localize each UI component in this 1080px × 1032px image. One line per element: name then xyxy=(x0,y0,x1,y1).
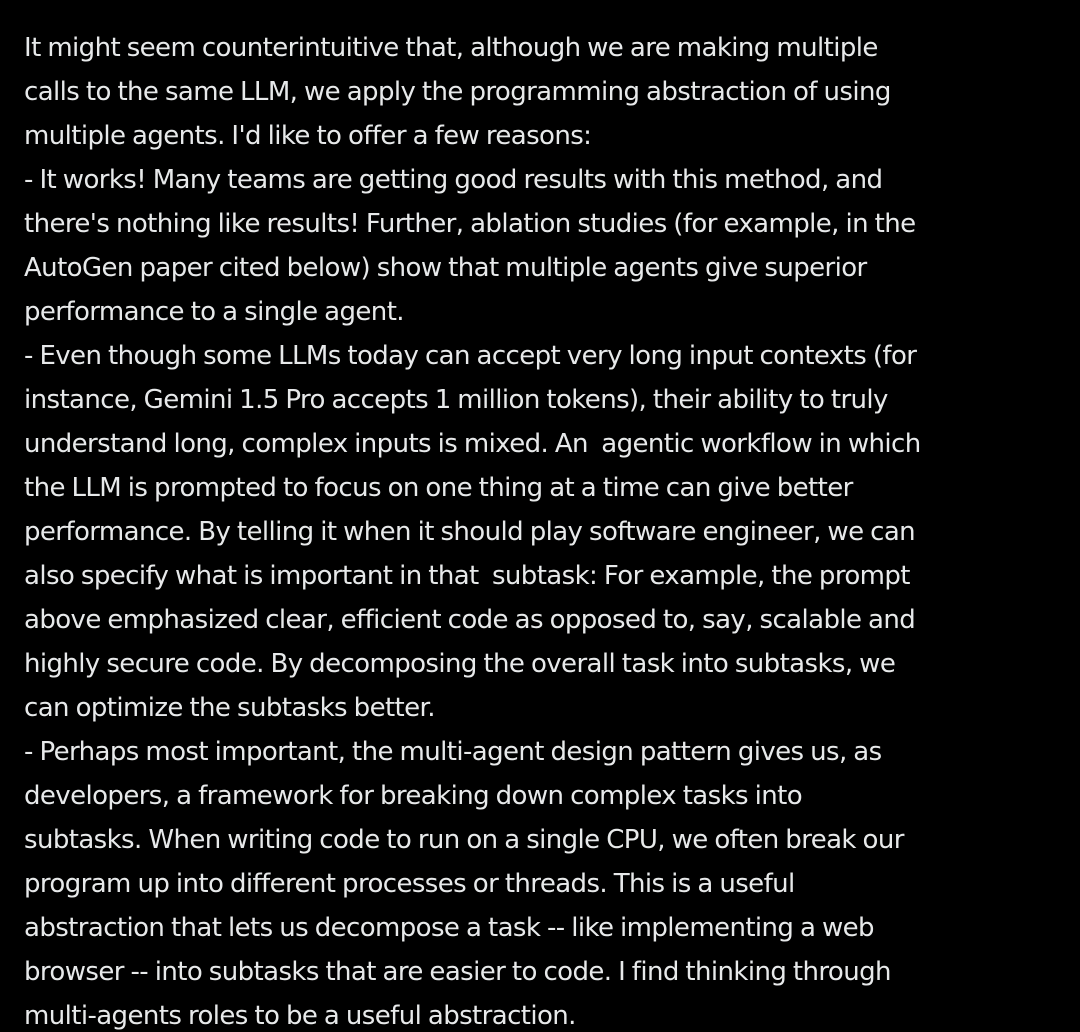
text-line: understand long, complex inputs is mixed. An agentic workflow in which xyxy=(24,429,921,459)
text-line: also specify what is important in that subtask: For example, the prompt xyxy=(24,561,910,591)
text-line: highly secure code. By decomposing the overall task into subtasks, we xyxy=(24,649,896,679)
text-line: subtasks. When writing code to run on a single CPU, we often break our xyxy=(24,825,904,855)
text-line: program up into different processes or threads. This is a useful xyxy=(24,869,795,899)
text-line: there's nothing like results! Further, ablation studies (for example, in the xyxy=(24,209,916,239)
text-line: calls to the same LLM, we apply the programming abstraction of using xyxy=(24,77,891,107)
text-line: It might seem counterintuitive that, although we are making multiple xyxy=(24,33,878,63)
text-line: instance, Gemini 1.5 Pro accepts 1 million tokens), their ability to truly xyxy=(24,385,888,415)
text-line: - It works! Many teams are getting good results with this method, and xyxy=(24,165,883,195)
text-line: - Perhaps most important, the multi-agent design pattern gives us, as xyxy=(24,737,882,767)
text-line: multi-agents roles to be a useful abstraction. xyxy=(24,1001,576,1031)
text-line: above emphasized clear, efficient code as opposed to, say, scalable and xyxy=(24,605,916,635)
text-line: can optimize the subtasks better. xyxy=(24,693,435,723)
text-line: developers, a framework for breaking down complex tasks into xyxy=(24,781,803,811)
text-line: abstraction that lets us decompose a task -- like implementing a web xyxy=(24,913,874,943)
text-line: performance to a single agent. xyxy=(24,297,404,327)
text-line: performance. By telling it when it should play software engineer, we can xyxy=(24,517,916,547)
text-line: browser -- into subtasks that are easier to code. I find thinking through xyxy=(24,957,891,987)
text-line: multiple agents. I'd like to offer a few reasons: xyxy=(24,121,592,151)
text-line: AutoGen paper cited below) show that multiple agents give superior xyxy=(24,253,867,283)
text-line: the LLM is prompted to focus on one thing at a time can give better xyxy=(24,473,853,503)
text-line: - Even though some LLMs today can accept very long input contexts (for xyxy=(24,341,917,371)
